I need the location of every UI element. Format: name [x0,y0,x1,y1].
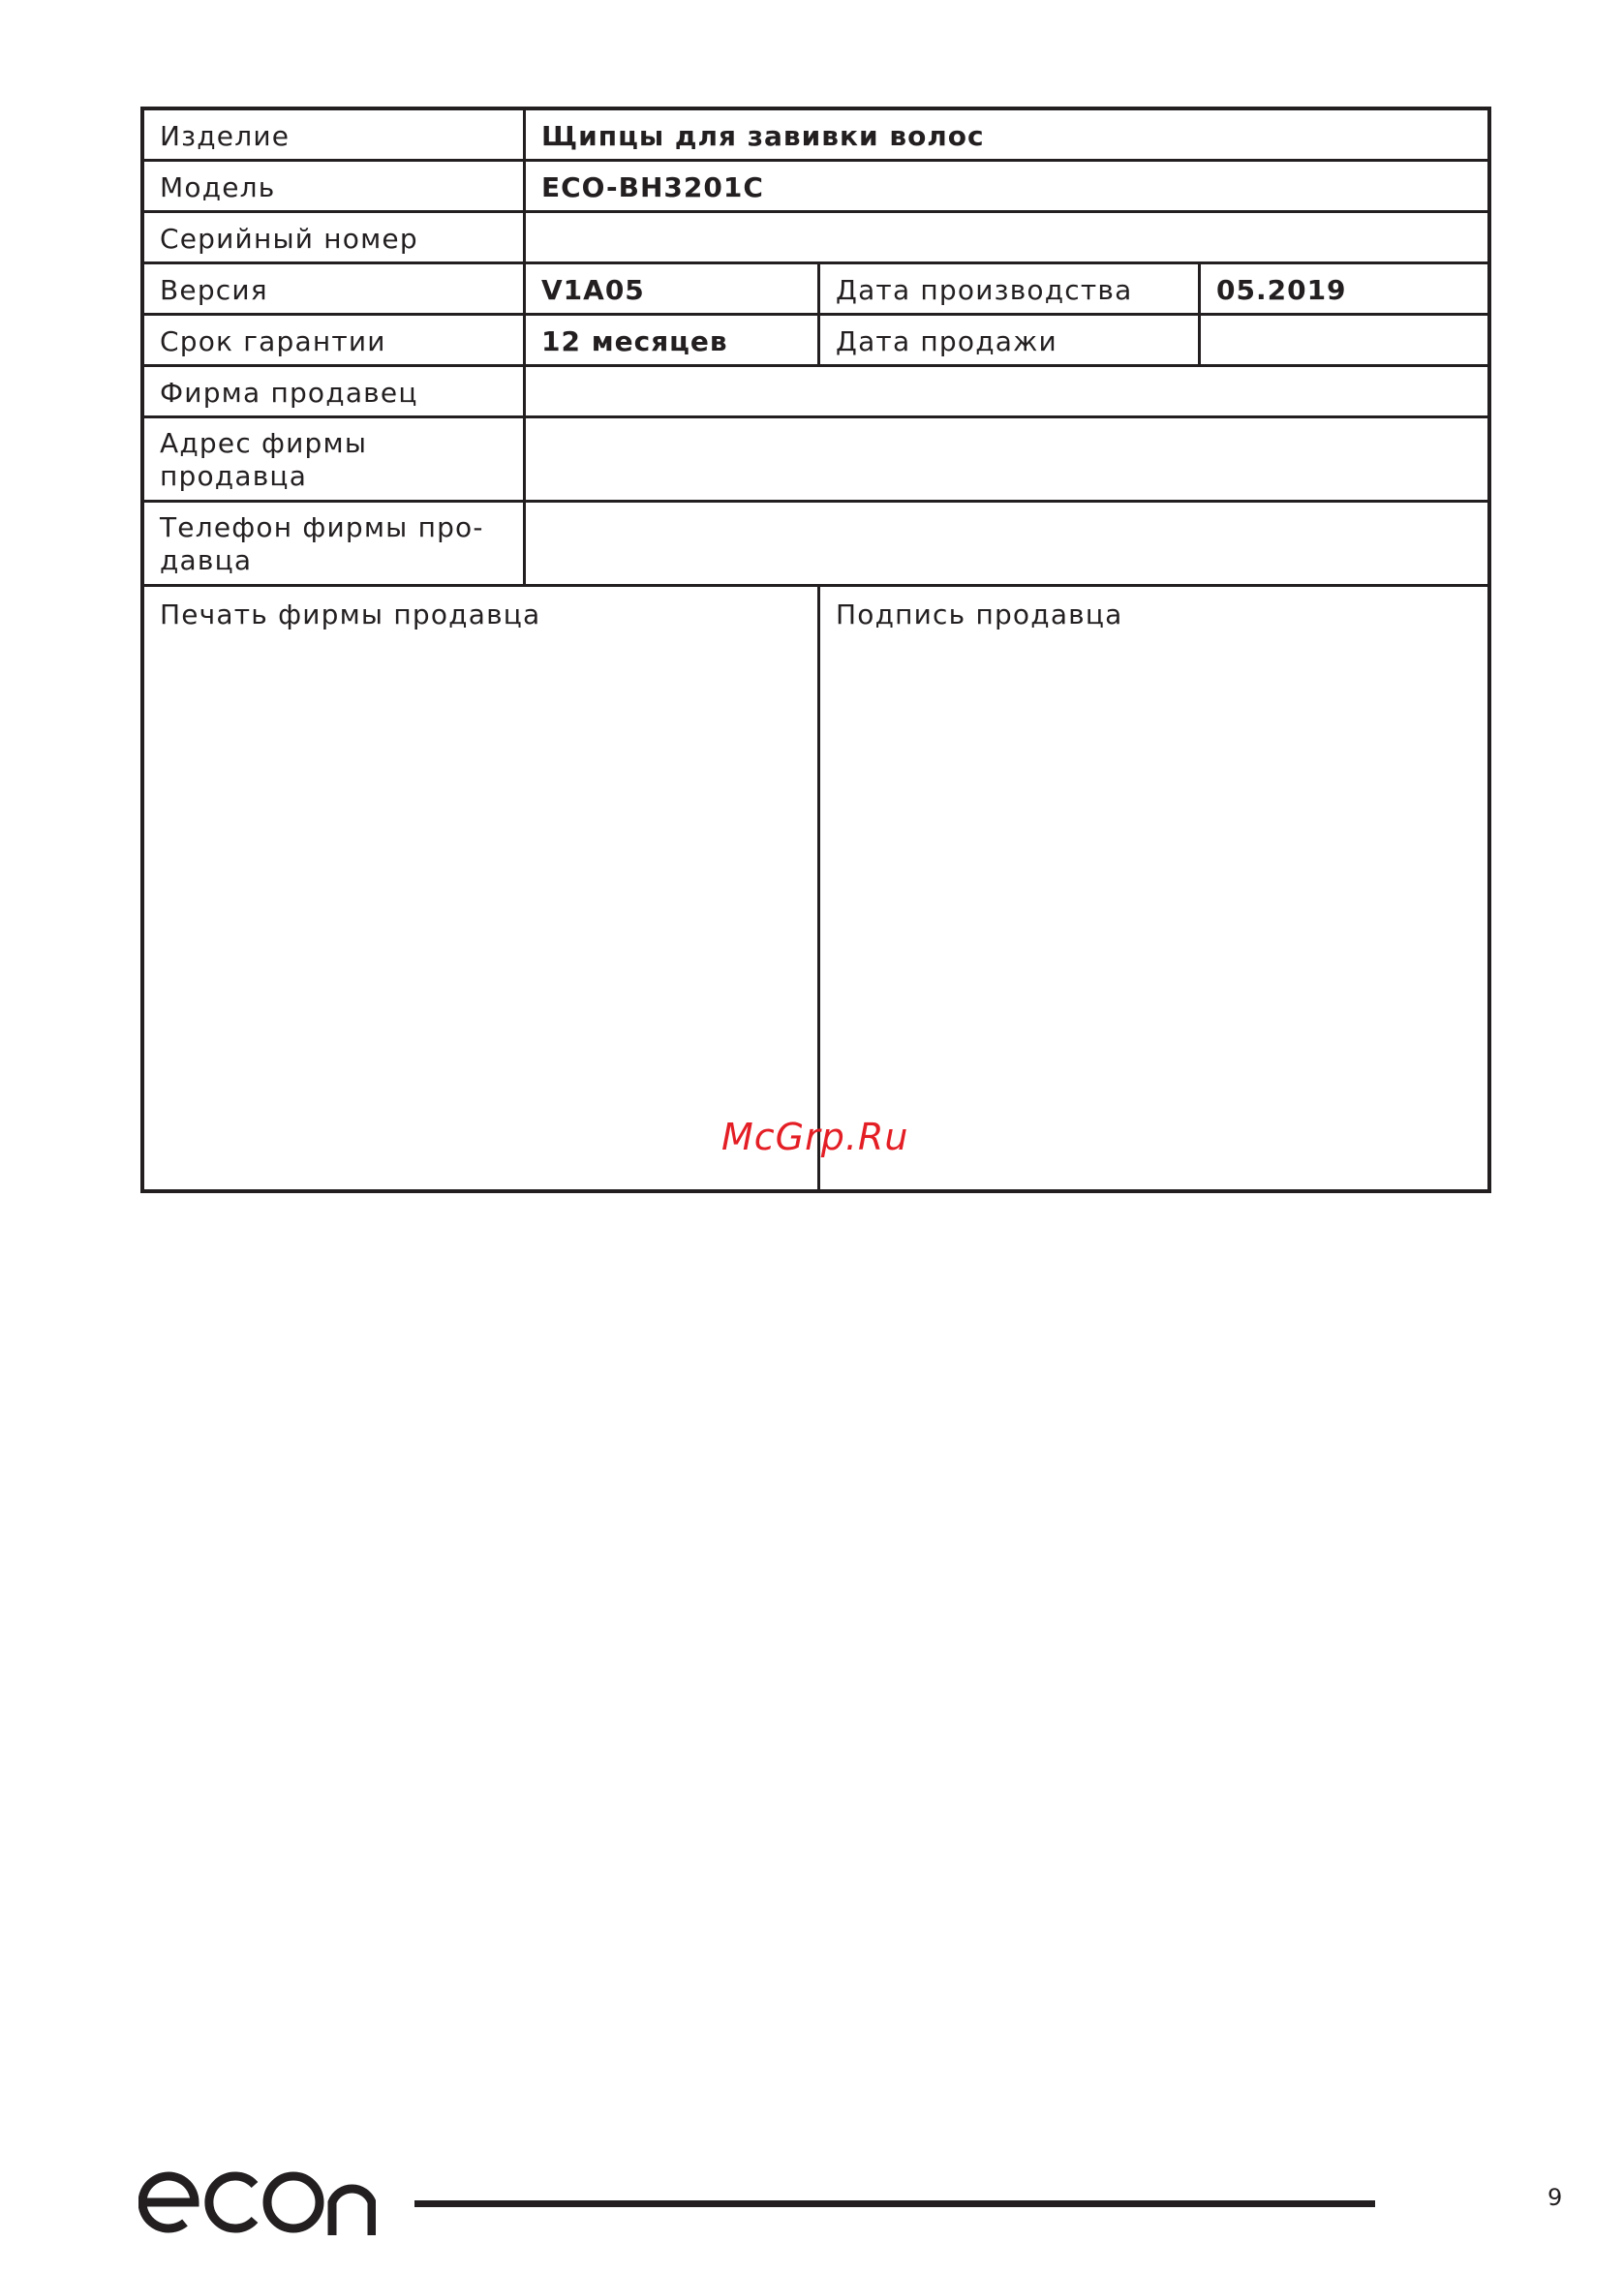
sale-date-label: Дата продажи [836,325,1057,357]
row-divider [144,364,1487,367]
row-divider [144,313,1487,316]
seller-address-field[interactable] [541,427,1471,493]
column-divider [817,261,820,364]
column-divider [1198,261,1201,364]
sale-date-field[interactable] [1216,325,1478,358]
row-divider [144,261,1487,264]
page-number: 9 [1547,2184,1563,2211]
row-divider [144,584,1487,587]
model-label: Модель [160,171,276,203]
production-date-label: Дата производства [836,274,1133,306]
column-divider [523,110,526,584]
row-divider [144,500,1487,503]
production-date-value: 05.2019 [1216,274,1347,306]
seller-phone-label: Телефон фирмы про-давца [160,511,484,576]
warranty-label: Срок гарантии [160,325,386,357]
row-divider [144,415,1487,418]
version-label: Версия [160,274,268,306]
serial-label: Серийный номер [160,223,418,255]
econ-logo [138,2167,376,2237]
model-value: ECO-BH3201C [541,171,764,203]
watermark: McGrp.Ru [721,1116,909,1158]
seller-stamp-label: Печать фирмы продавца [160,599,541,630]
row-divider [144,210,1487,213]
seller-field[interactable] [541,377,1471,410]
serial-value-field[interactable] [541,223,1471,256]
product-label: Изделие [160,120,291,152]
product-value: Щипцы для завивки волос [541,120,985,152]
warranty-value: 12 месяцев [541,325,728,357]
warranty-card [140,107,1491,1193]
seller-label: Фирма продавец [160,377,418,409]
footer-divider [414,2200,1375,2207]
column-divider [817,584,820,1193]
seller-phone-field[interactable] [541,511,1471,577]
version-value: V1A05 [541,274,645,306]
seller-address-label: Адрес фирмы продавца [160,427,368,492]
row-divider [144,159,1487,162]
seller-signature-label: Подпись продавца [836,599,1123,630]
